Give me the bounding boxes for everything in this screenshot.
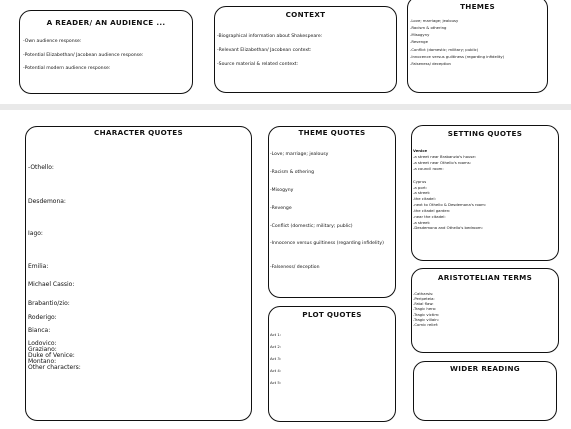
reader-audience-box: [19, 10, 193, 94]
setting-quotes-title: SETTING QUOTES: [447, 129, 523, 138]
setting-item: -near the citadel:: [413, 213, 446, 219]
aristotelian-item: -Tragic victim:: [413, 311, 440, 317]
aristotelian-terms-title: ARISTOTELIAN TERMS: [437, 273, 533, 282]
aristotelian-item: -Fatal flaw:: [413, 301, 434, 307]
worksheet-page-top: [0, 0, 571, 104]
reader-audience-title: A READER/ AN AUDIENCE ...: [46, 18, 166, 27]
character-label: Other characters:: [28, 364, 81, 371]
setting-quotes-box: [411, 125, 559, 261]
aristotelian-terms-box: [411, 268, 559, 353]
character-label: Roderigo:: [28, 314, 57, 321]
setting-item: -the citadel garden:: [413, 207, 451, 213]
setting-item: -a street near Brabanzio's house:: [413, 153, 477, 159]
theme-quotes-title: THEME QUOTES: [298, 128, 366, 137]
themes-item: -Misogyny: [410, 32, 430, 38]
setting-item: -a street:: [413, 190, 431, 196]
plot-act-label: Act 2:: [270, 344, 282, 349]
theme-quote-item: -Love; marriage; jealousy: [270, 152, 329, 157]
reader-item: -Own audience response:: [23, 39, 82, 44]
reader-item: -Potential modern audience response:: [23, 66, 111, 71]
character-label: Iago:: [28, 230, 43, 237]
plot-act-label: Act 5:: [270, 380, 282, 385]
theme-quote-item: -Racism & othering: [270, 170, 315, 175]
theme-quote-item: -Revenge: [270, 206, 292, 211]
setting-item: -the citadel:: [413, 196, 436, 202]
themes-title: THEMES: [460, 2, 495, 11]
context-box: [214, 6, 397, 93]
reader-item: -Potential Elizabethan/ Jacobean audience response:: [23, 53, 144, 58]
themes-item: -Innocence versus guiltiness (regarding infidelity): [410, 53, 505, 59]
themes-item: -Revenge: [410, 39, 428, 45]
plot-act-label: Act 3:: [270, 356, 282, 361]
aristotelian-item: -Comic relief:: [413, 321, 439, 327]
theme-quote-item: -Innocence versus guiltiness (regarding infidelity): [270, 241, 384, 246]
plot-quotes-box: [268, 306, 396, 422]
setting-item: -a port:: [413, 184, 427, 190]
worksheet-page-bottom: [0, 110, 571, 429]
theme-quotes-box: [268, 126, 396, 298]
character-label: Duke of Venice:: [28, 352, 75, 359]
themes-item: -Racism & othering: [410, 25, 447, 31]
character-label: Emilia:: [28, 263, 49, 270]
setting-cyprus-heading: Cyprus: [413, 178, 427, 184]
aristotelian-item: -Peripeteia:: [413, 296, 435, 302]
character-label: Montano:: [28, 358, 57, 365]
setting-item: -Desdemona and Othello's bedroom:: [413, 225, 483, 231]
setting-item: -a street:: [413, 219, 431, 225]
character-label: Brabantio/zio:: [28, 300, 70, 307]
themes-item: -Love; marriage; jealousy: [410, 18, 459, 23]
setting-item: -next to Othello & Desdemona's room:: [413, 202, 487, 208]
context-item: -Biographical information about Shakespeare:: [217, 34, 323, 39]
aristotelian-item: -Tragic hero:: [413, 306, 437, 312]
wider-reading-title: WIDER READING: [450, 364, 520, 373]
aristotelian-item: -Catharsis:: [413, 291, 434, 296]
wider-reading-box: [413, 361, 557, 421]
character-label: -Othello:: [28, 164, 54, 171]
plot-quotes-title: PLOT QUOTES: [302, 310, 362, 319]
character-quotes-box: [25, 126, 252, 421]
theme-quote-item: -Falseness/ deception: [270, 265, 320, 270]
plot-act-label: Act 4:: [270, 368, 282, 373]
context-item: -Source material & related context:: [217, 62, 299, 67]
theme-quote-item: -Conflict (domestic; military; public): [270, 224, 353, 229]
aristotelian-item: -Tragic villain:: [413, 316, 439, 322]
character-label: Bianca:: [28, 327, 51, 334]
themes-box: [407, 0, 548, 93]
setting-venice-heading: Venice: [413, 148, 428, 153]
character-label: Graziano:: [28, 346, 57, 353]
setting-item: -a council room:: [413, 165, 444, 171]
context-item: -Relevant Elizabethan/ Jacobean context:: [217, 48, 312, 53]
character-label: Lodovico:: [28, 340, 57, 347]
themes-item: -Falseness/ deception: [410, 60, 451, 66]
character-label: Michael Cassio:: [28, 281, 75, 288]
character-label: Desdemona:: [28, 198, 66, 205]
character-quotes-title: CHARACTER QUOTES: [94, 128, 183, 137]
context-title: CONTEXT: [285, 10, 326, 19]
plot-act-label: Act 1:: [270, 332, 282, 337]
setting-item: -a street near Othello's rooms:: [413, 159, 472, 165]
themes-item: -Conflict (domestic; military; public): [410, 46, 479, 52]
theme-quote-item: -Misogyny: [270, 188, 294, 193]
